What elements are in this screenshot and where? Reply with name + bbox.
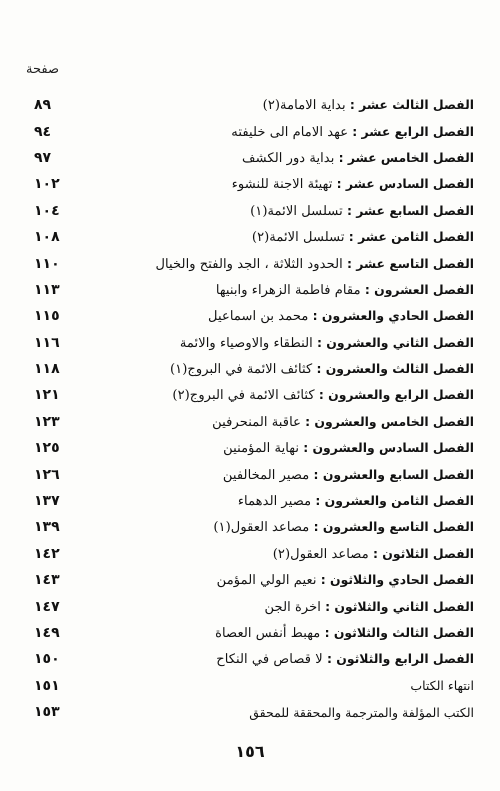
chapter-title: اخرة الجن [264,599,326,615]
toc-entry-title [242,150,474,166]
toc-page-number: ١٥١ [34,677,60,694]
toc-entry-title [263,97,474,113]
chapter-label: الفصل الرابع والثلاثون : [326,651,474,667]
toc-entry [34,303,474,329]
toc-entry-title [216,282,474,298]
chapter-title: نعيم الولي المؤمن [216,573,321,589]
toc-entry [34,409,474,435]
toc-entry [34,461,474,487]
toc-page-number: ١٤٩ [34,625,60,641]
toc-entry-title [252,229,474,245]
chapter-label: الفصل الثامن والعشرون : [315,493,474,509]
toc-entry [34,488,474,514]
toc-page-number: ١١٦ [34,334,60,351]
chapter-label: الفصل الحادي والعشرون : [312,308,474,324]
chapter-label: الفصل السابع عشر : [346,202,474,218]
toc-page-number: ١٤٣ [34,572,60,589]
chapter-title: الكتب المؤلفة والمترجمة والمحققة للمحقق [249,704,474,720]
chapter-label: الفصل الحادي والثلاثون : [320,572,474,588]
toc-entry-title [170,361,474,377]
toc-entry [34,593,474,619]
toc-page-number: ١٢٥ [34,440,60,457]
chapter-label: الفصل الخامس عشر : [338,149,474,165]
chapter-title: نهاية المؤمنين [223,441,304,457]
toc-page-number: ١١٨ [34,361,60,378]
chapter-title: مهبط أنفس العصاة [215,626,325,641]
toc-entry-title [223,467,474,483]
toc-entry [34,356,474,382]
chapter-title: تسلسل الائمة(٢) [251,230,349,246]
toc-entry-title [249,705,474,720]
toc-entry [34,224,474,250]
toc-entry-title [265,599,474,615]
toc-page-number: ١٢٦ [34,466,60,483]
toc-page-number: ١١٣ [34,281,60,298]
chapter-title: مقام فاطمة الزهراء وابنيها [215,282,365,298]
page-column-header: صفحة [26,62,59,77]
toc-entry-title [217,572,474,588]
chapter-label: الفصل الثاني والعشرون : [317,334,474,350]
toc-entry [34,620,474,646]
chapter-title: تسلسل الائمة(١) [250,203,347,219]
toc-entry-title [180,335,474,351]
toc-entry [34,118,474,144]
chapter-title: تهيئة الاجنة للنشوء [231,177,337,193]
toc-entry-title [212,414,474,430]
toc-page-number: ١٠٨ [34,229,60,246]
chapter-label: الفصل الخامس والعشرون : [305,413,474,429]
toc-page-number: ١٤٧ [34,598,60,615]
chapter-title: بداية دور الكشف [242,150,339,166]
toc-entry-title [215,625,474,641]
chapter-label: الفصل الثالث والثلاثون : [324,625,474,640]
toc-entry-title [208,308,474,324]
chapter-title: عاقبة المنحرفين [212,414,306,430]
toc-entry [34,250,474,276]
chapter-label: الفصل الثامن عشر : [348,229,474,245]
toc-page-number: ١١٥ [34,308,60,325]
toc-page-number: ١٥٠ [34,651,60,668]
toc-entry [34,541,474,567]
chapter-label: الفصل الثالث والعشرون : [316,361,474,377]
chapter-label: الفصل السابع والعشرون : [313,466,474,482]
toc-entry [34,699,474,725]
toc-entry [34,646,474,672]
toc-entry [34,198,474,224]
toc-entry-title [213,519,474,535]
toc-page-number: ٨٩ [34,97,52,114]
toc-page-number: ١٢١ [34,387,60,404]
chapter-title: مصير المخالفين [222,467,314,483]
toc-page-number: ٩٤ [34,123,52,140]
chapter-label: الفصل الثالث عشر : [349,97,474,113]
toc-page-number: ١٠٢ [34,176,60,193]
table-of-contents [34,92,474,725]
chapter-label: الفصل الثاني والثلاثون : [325,598,474,614]
toc-page-number: ١١٠ [34,255,60,272]
toc-page-number: ١٣٧ [34,493,60,510]
chapter-title: انتهاء الكتاب [410,678,474,694]
chapter-label: الفصل الرابع والعشرون : [318,387,474,403]
chapter-title: لا قصاص في النكاح [216,652,327,668]
toc-entry [34,382,474,408]
toc-entry-title [231,124,474,140]
chapter-label: الفصل الثلاثون : [372,545,474,561]
chapter-label: الفصل السادس عشر : [336,176,474,192]
toc-page-number: ١٤٢ [34,545,60,562]
toc-entry-title [155,256,474,272]
toc-entry-title [232,176,474,192]
toc-entry [34,435,474,461]
toc-entry [34,673,474,699]
toc-entry [34,92,474,118]
chapter-title: بداية الامامة(٢) [262,98,350,114]
toc-page-number: ١٠٤ [34,202,60,219]
chapter-title: مصاعد العقول(١) [213,520,314,536]
chapter-label: الفصل الرابع عشر : [352,123,474,139]
chapter-label: الفصل التاسع عشر : [346,255,474,271]
chapter-title: محمد بن اسماعيل [208,309,313,325]
toc-entry [34,145,474,171]
toc-entry [34,171,474,197]
toc-entry [34,277,474,303]
chapter-label: الفصل السادس والعشرون : [303,440,474,456]
toc-page-number: ٩٧ [34,149,52,166]
toc-page-number: ١٢٣ [34,413,60,430]
toc-entry [34,514,474,540]
toc-entry-title [250,203,474,219]
toc-entry-title [216,651,474,667]
chapter-title: كثائف الائمة في البروج(١) [170,362,317,378]
toc-page-number: ١٣٩ [34,519,60,536]
chapter-title: كثائف الائمة في البروج(٢) [172,388,319,404]
toc-entry [34,567,474,593]
chapter-title: الحدود الثلاثة ، الجد والفتح والخيال [155,256,347,272]
toc-entry-title [238,493,474,509]
chapter-label: الفصل العشرون : [364,281,474,297]
chapter-title: مصير الدهماء [237,494,316,510]
chapter-title: عهد الامام الى خليفته [231,124,353,140]
toc-entry [34,330,474,356]
toc-entry-title [410,678,474,693]
toc-entry-title [273,546,474,562]
toc-entry-title [172,387,474,403]
page-number: ١٥٦ [235,742,265,761]
toc-page-number: ١٥٣ [34,704,60,721]
toc-entry-title [223,440,474,456]
chapter-label: الفصل التاسع والعشرون : [313,519,474,535]
chapter-title: مصاعد العقول(٢) [272,546,373,562]
chapter-title: النطقاء والاوصياء والائمة [179,335,318,351]
